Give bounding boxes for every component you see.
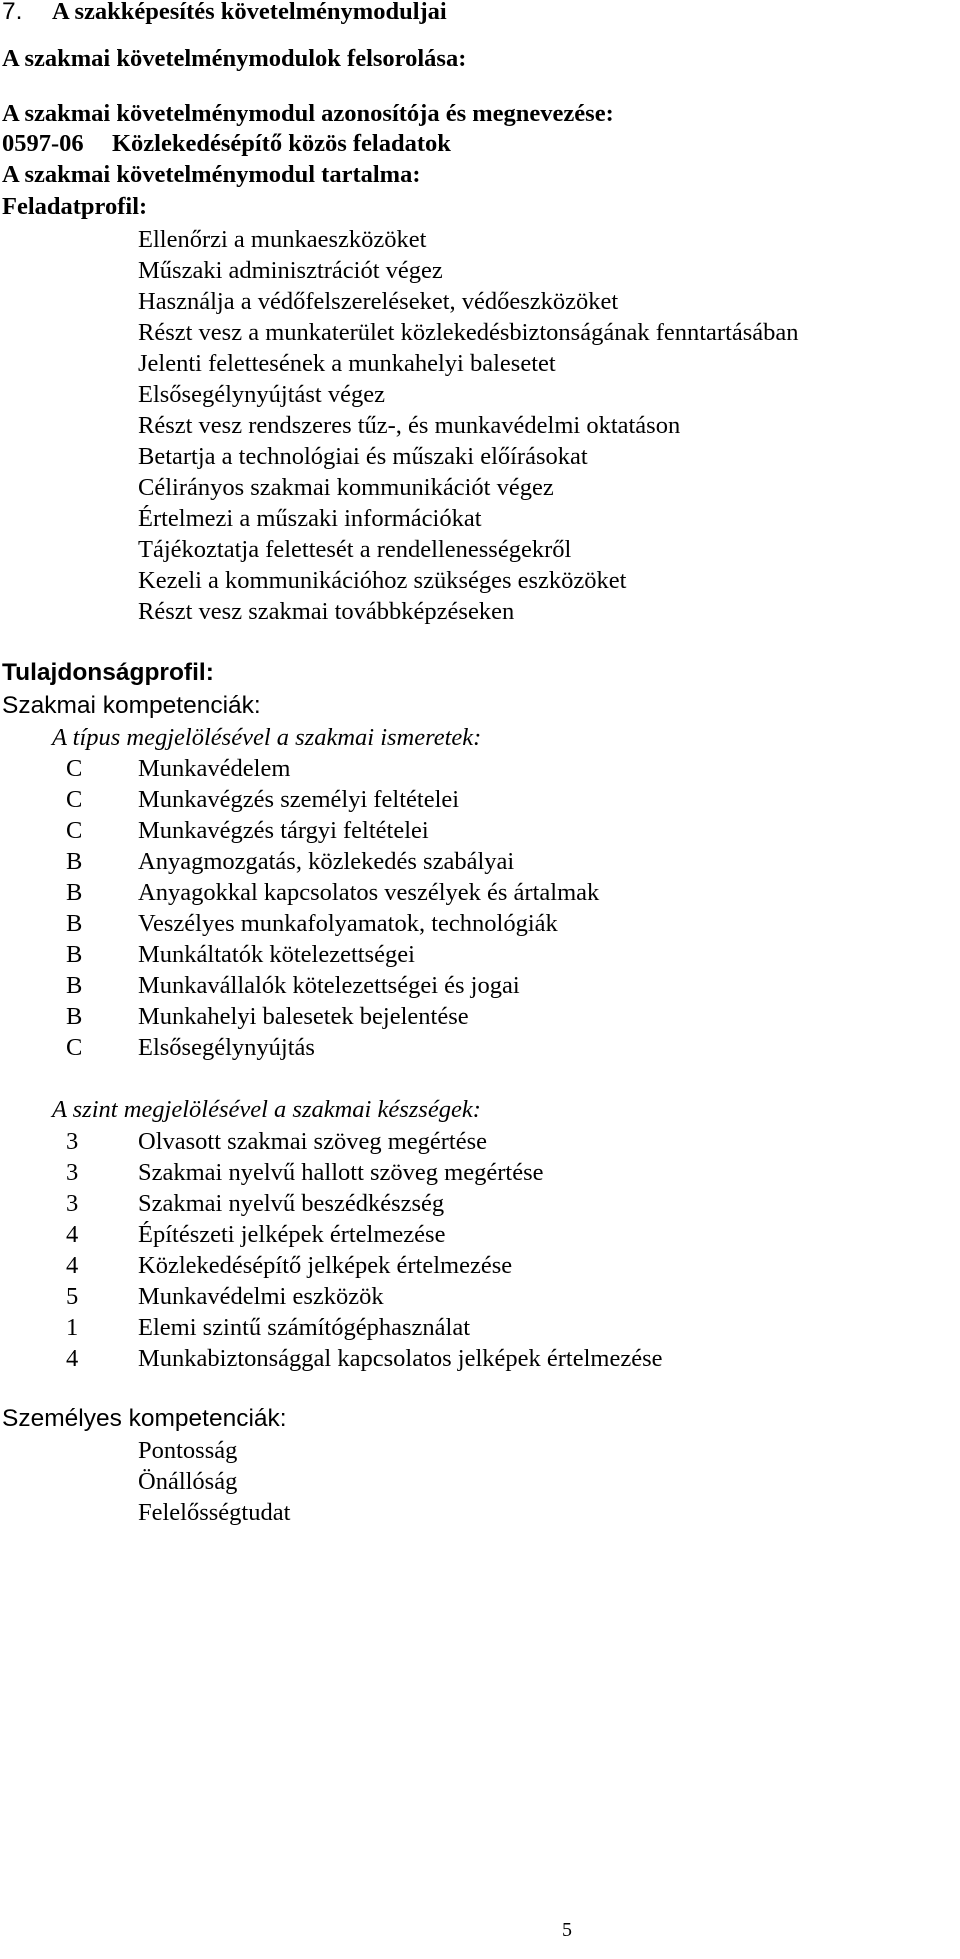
task-item: Értelmezi a műszaki információkat [138,505,482,532]
knowledge-code: B [66,1003,83,1030]
task-item: Ellenőrzi a munkaeszközöket [138,226,427,253]
knowledge-code: C [66,817,83,844]
personal-item: Önállóság [138,1468,238,1495]
knowledge-text: Anyagmozgatás, közlekedés szabályai [138,848,515,875]
knowledge-code: C [66,786,83,813]
knowledge-code: C [66,755,83,782]
skill-level: 1 [66,1314,79,1341]
task-item: Jelenti felettesének a munkahelyi balesetet [138,350,556,377]
knowledge-code: B [66,972,83,999]
knowledge-code: B [66,879,83,906]
knowledge-code: C [66,1034,83,1061]
personal-item: Felelősségtudat [138,1499,291,1526]
skill-text: Közlekedésépítő jelképek értelmezése [138,1252,513,1279]
skill-text: Szakmai nyelvű beszédkészség [138,1190,445,1217]
task-item: Részt vesz a munkaterület közlekedésbiztonságának fenntartásában [138,319,799,346]
knowledge-text: Munkavégzés személyi feltételei [138,786,460,813]
task-item: Célirányos szakmai kommunikációt végez [138,474,554,501]
module-code: 0597-06 [2,130,84,157]
personal-competencies-heading: Személyes kompetenciák: [2,1405,287,1432]
skill-level: 4 [66,1252,79,1279]
task-item: Használja a védőfelszereléseket, védőeszközöket [138,288,619,315]
skill-text: Munkavédelmi eszközök [138,1283,384,1310]
skill-text: Elemi szintű számítógéphasználat [138,1314,471,1341]
knowledge-text: Munkáltatók kötelezettségei [138,941,415,968]
section-title: A szakképesítés követelménymoduljai [52,0,447,25]
knowledge-code: B [66,848,83,875]
task-item: Kezeli a kommunikációhoz szükséges eszközöket [138,567,627,594]
task-item: Tájékoztatja felettesét a rendellenességekről [138,536,572,563]
knowledge-code: B [66,910,83,937]
task-item: Elsősegélynyújtást végez [138,381,385,408]
task-item: Részt vesz rendszeres tűz-, és munkavédelmi oktatáson [138,412,681,439]
skill-text: Építészeti jelképek értelmezése [138,1221,446,1248]
task-item: Betartja a technológiai és műszaki előírásokat [138,443,588,470]
module-content-heading: A szakmai követelménymodul tartalma: [2,161,421,188]
skill-text: Olvasott szakmai szöveg megértése [138,1128,488,1155]
professional-competencies-heading: Szakmai kompetenciák: [2,692,261,719]
knowledge-text: Munkahelyi balesetek bejelentése [138,1003,469,1030]
property-profile-heading: Tulajdonságprofil: [2,659,214,686]
skill-level: 4 [66,1221,79,1248]
skill-level: 3 [66,1190,79,1217]
task-item: Részt vesz szakmai továbbképzéseken [138,598,515,625]
page-number: 5 [562,1919,572,1941]
knowledge-text: Munkavégzés tárgyi feltételei [138,817,429,844]
knowledge-text: Munkavállalók kötelezettségei és jogai [138,972,520,999]
section-number: 7. [2,0,23,25]
knowledge-text: Munkavédelem [138,755,291,782]
task-profile-heading: Feladatprofil: [2,193,148,220]
knowledge-text: Veszélyes munkafolyamatok, technológiák [138,910,558,937]
module-name: Közlekedésépítő közös feladatok [112,130,451,157]
modules-list-heading: A szakmai követelménymodulok felsorolása: [2,45,467,72]
module-id-heading: A szakmai követelménymodul azonosítója és megnevezése: [2,100,614,127]
skill-level: 3 [66,1128,79,1155]
knowledge-text: Elsősegélynyújtás [138,1034,315,1061]
skill-text: Munkabiztonsággal kapcsolatos jelképek értelmezése [138,1345,663,1372]
skill-text: Szakmai nyelvű hallott szöveg megértése [138,1159,544,1186]
skills-heading: A szint megjelölésével a szakmai készségek: [52,1096,481,1123]
skill-level: 4 [66,1345,79,1372]
skill-level: 5 [66,1283,79,1310]
personal-item: Pontosság [138,1437,238,1464]
knowledge-heading: A típus megjelölésével a szakmai ismeretek: [52,724,482,751]
task-item: Műszaki adminisztrációt végez [138,257,443,284]
knowledge-code: B [66,941,83,968]
knowledge-text: Anyagokkal kapcsolatos veszélyek és ártalmak [138,879,600,906]
skill-level: 3 [66,1159,79,1186]
